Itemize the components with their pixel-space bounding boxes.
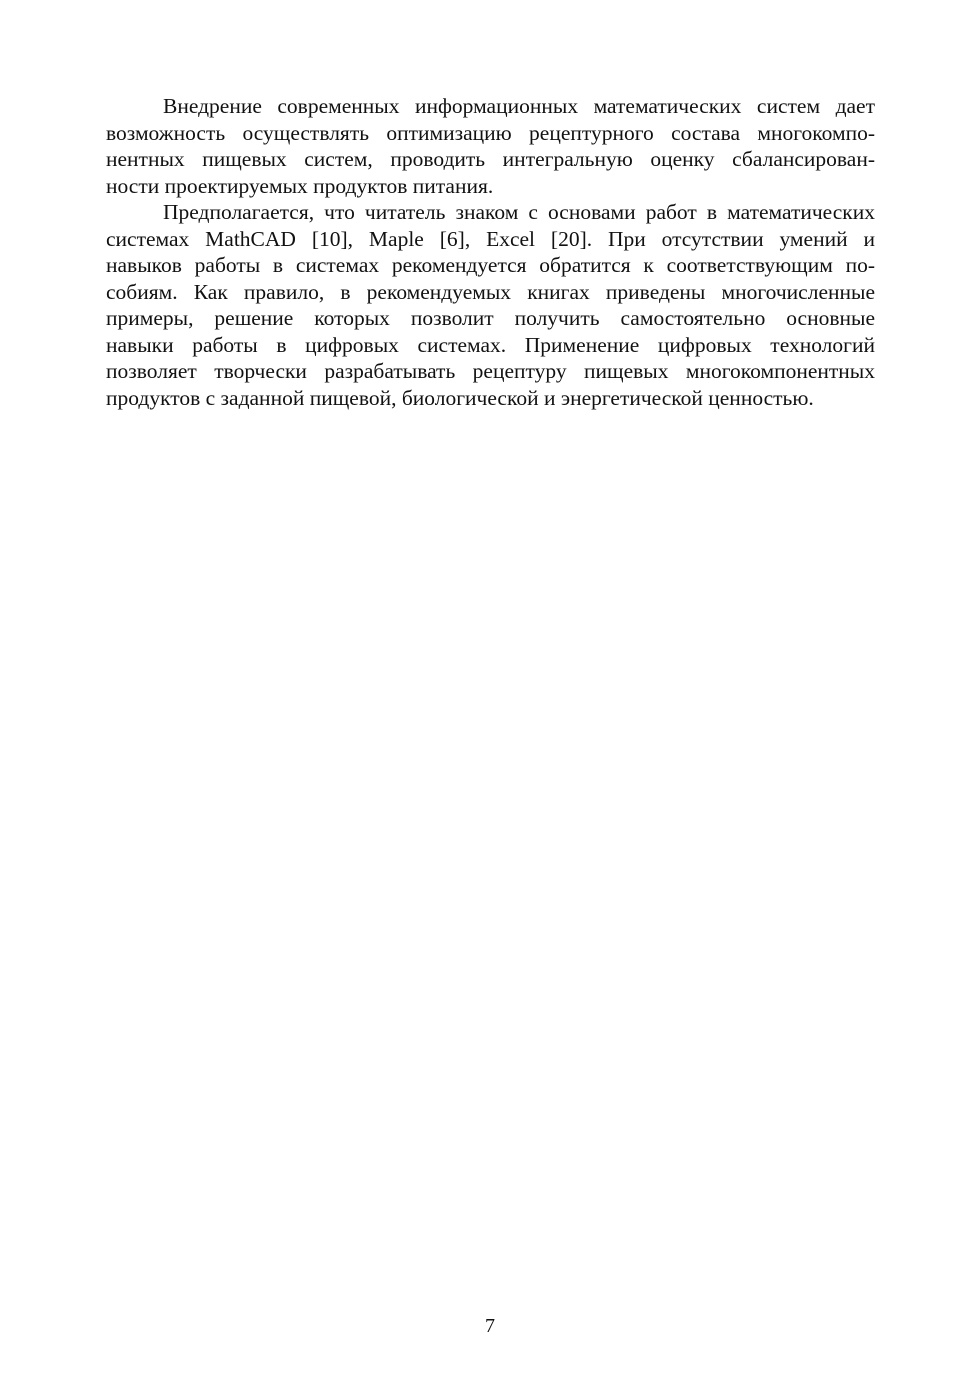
paragraph-2 bbox=[106, 199, 875, 411]
text-line: ности проектируемых продуктов питания. bbox=[106, 173, 494, 198]
text-line: нентных пищевых систем, проводить интегральную оценку сбалансирован- bbox=[106, 147, 875, 171]
text-line: собиям. Как правило, в рекомендуемых книгах приведены многочисленные bbox=[106, 279, 875, 304]
text-line: системах MathCAD [10], Maple [6], Excel [20]. При отсутствии умений и bbox=[106, 226, 875, 251]
text-line: примеры, решение которых позволит получить самостоятельно основные bbox=[106, 306, 875, 330]
text-line: возможность осуществлять оптимизацию рецептурного состава многокомпо- bbox=[106, 120, 875, 145]
body-text bbox=[106, 93, 875, 411]
text-line: навыки работы в цифровых системах. Применение цифровых технологий bbox=[106, 332, 875, 357]
text-line: продуктов с заданной пищевой, биологической и энергетической ценностью. bbox=[106, 385, 814, 410]
text-line: позволяет творчески разрабатывать рецептуру пищевых многокомпонентных bbox=[106, 359, 875, 383]
text-line: Внедрение современных информационных математических систем дает bbox=[163, 94, 875, 118]
text-line: Предполагается, что читатель знаком с основами работ в математических bbox=[163, 200, 875, 224]
paragraph-1 bbox=[106, 93, 875, 199]
text-line: навыков работы в системах рекомендуется обратится к соответствующим по- bbox=[106, 253, 875, 277]
page-number: 7 bbox=[485, 1315, 495, 1337]
